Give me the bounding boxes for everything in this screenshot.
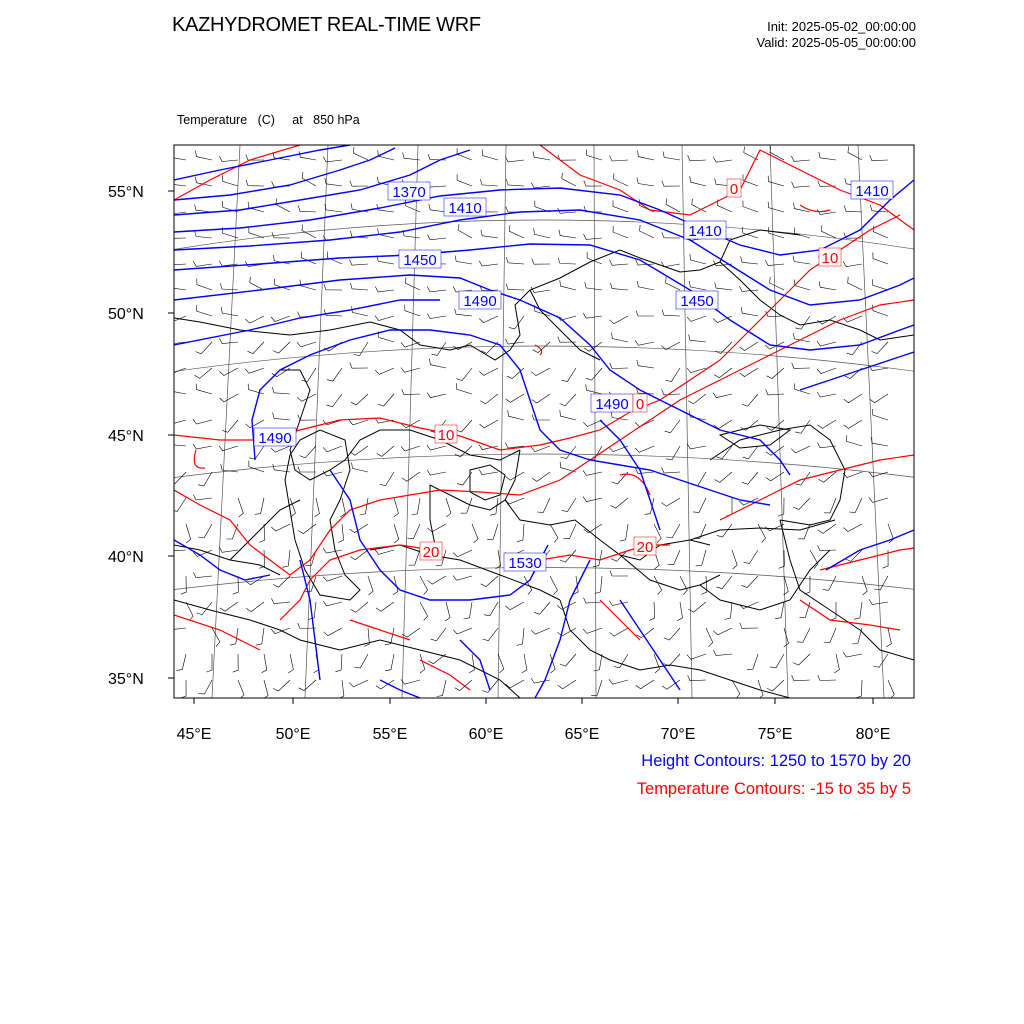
lon-label-55: 55°E <box>372 726 408 743</box>
svg-text:0: 0 <box>729 181 739 198</box>
svg-text:0: 0 <box>635 396 645 413</box>
svg-text:20: 20 <box>422 544 440 561</box>
height-label <box>684 221 726 240</box>
svg-text:1450: 1450 <box>403 252 437 269</box>
svg-text:1410: 1410 <box>448 200 482 217</box>
lat-label-35: 35°N <box>108 671 144 688</box>
svg-text:1490: 1490 <box>595 396 629 413</box>
lon-label-70: 70°E <box>660 726 696 743</box>
lon-label-65: 65°E <box>564 726 600 743</box>
lon-label-80: 80°E <box>855 726 891 743</box>
lat-label-45: 45°N <box>108 428 144 445</box>
valid-time: Valid: 2025-05-05_00:00:00 <box>756 35 916 50</box>
height-label <box>851 181 893 200</box>
lat-label-40: 40°N <box>108 549 144 566</box>
svg-text:1370: 1370 <box>392 184 426 201</box>
init-time: Init: 2025-05-02_00:00:00 <box>767 19 916 34</box>
svg-text:1410: 1410 <box>855 183 889 200</box>
svg-text:1450: 1450 <box>680 293 714 310</box>
lon-label-60: 60°E <box>468 726 504 743</box>
temperature-label <box>420 542 442 561</box>
height-label <box>591 394 633 413</box>
svg-text:1490: 1490 <box>463 293 497 310</box>
map-title: KAZHYDROMET REAL-TIME WRF <box>172 14 481 36</box>
lon-label-45: 45°E <box>176 726 212 743</box>
height-label <box>504 553 546 572</box>
lat-label-55: 55°N <box>108 184 144 201</box>
svg-text:1530: 1530 <box>508 555 542 572</box>
svg-text:10: 10 <box>821 250 839 267</box>
temperature-legend: Temperature Contours: -15 to 35 by 5 <box>636 780 911 798</box>
temperature-label <box>634 537 656 556</box>
height-legend: Height Contours: 1250 to 1570 by 20 <box>641 752 911 770</box>
lon-axis <box>194 698 873 704</box>
height-label <box>459 291 501 310</box>
field-temperature: Temperature (C) at 850 hPa <box>177 113 360 127</box>
temperature-label <box>727 179 741 198</box>
height-label <box>254 428 296 447</box>
svg-text:10: 10 <box>437 427 455 444</box>
height-label <box>444 198 486 217</box>
height-label <box>399 250 441 269</box>
temperature-label <box>435 425 457 444</box>
svg-text:1410: 1410 <box>688 223 722 240</box>
lat-axis <box>168 191 174 678</box>
lon-label-75: 75°E <box>757 726 793 743</box>
temperature-label <box>819 248 841 267</box>
height-label <box>676 291 718 310</box>
lat-label-50: 50°N <box>108 306 144 323</box>
svg-text:20: 20 <box>636 539 654 556</box>
height-label <box>388 182 430 201</box>
lon-label-50: 50°E <box>275 726 311 743</box>
temperature-label <box>633 394 647 413</box>
svg-text:1490: 1490 <box>258 430 292 447</box>
